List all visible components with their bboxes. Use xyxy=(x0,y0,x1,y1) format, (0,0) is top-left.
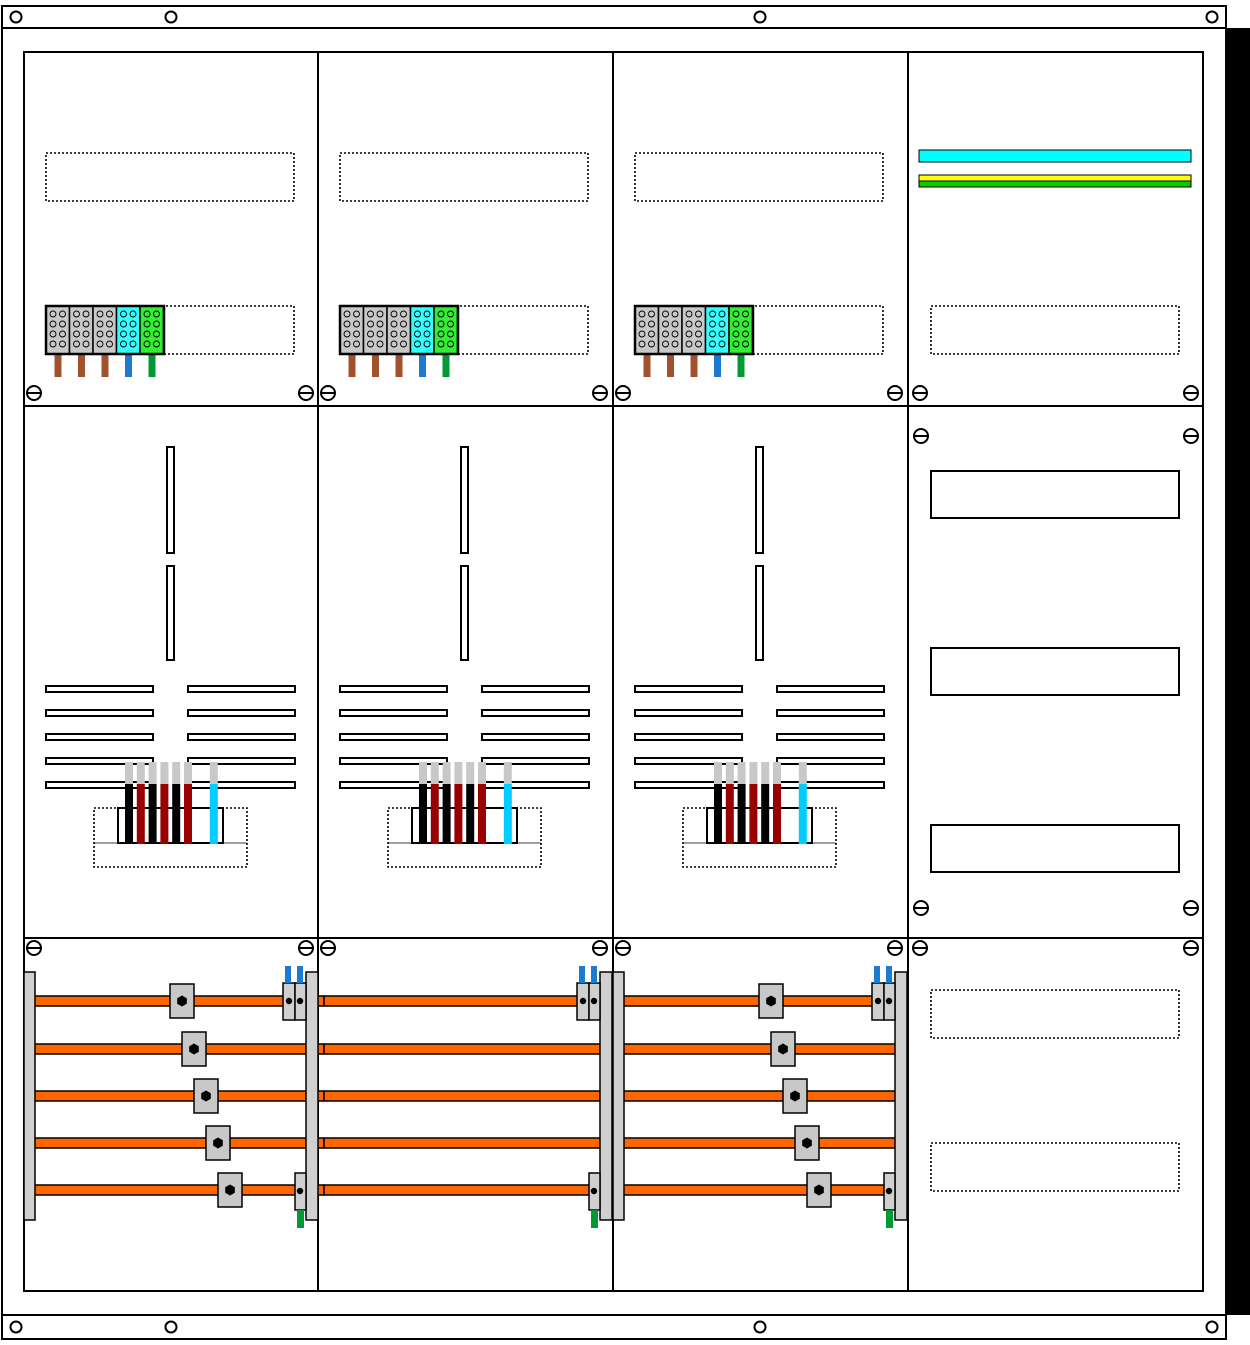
terminal-body xyxy=(364,306,388,354)
ventilation-slot xyxy=(777,734,884,740)
din-rail-opening xyxy=(931,825,1179,872)
wire-sleeve xyxy=(504,762,512,784)
busbar xyxy=(324,996,618,1006)
wire-cyan xyxy=(799,784,807,844)
cover-screw xyxy=(27,941,41,955)
ventilation-slot xyxy=(46,686,153,692)
cover-screw xyxy=(593,386,607,400)
earth-rail-green xyxy=(919,181,1191,187)
green-lead xyxy=(297,1210,304,1228)
wire-darkred xyxy=(726,784,734,844)
terminal-screw xyxy=(297,998,303,1004)
ventilation-slot xyxy=(340,710,447,716)
ventilation-slot xyxy=(188,710,295,716)
wire-sleeve xyxy=(749,762,757,784)
brown-lead xyxy=(102,354,109,377)
terminal-screw xyxy=(886,998,892,1004)
meter-terminal-block xyxy=(412,808,517,843)
terminal-body xyxy=(411,306,435,354)
blue-lead xyxy=(419,354,426,377)
brown-lead xyxy=(396,354,403,377)
wire-sleeve xyxy=(443,762,451,784)
wire-sleeve xyxy=(478,762,486,784)
wire-sleeve xyxy=(726,762,734,784)
cover-screw xyxy=(616,386,630,400)
cover-screw xyxy=(1184,901,1198,915)
neutral-rail xyxy=(919,150,1191,162)
meter-slot-lower xyxy=(461,566,468,660)
right-side-wall xyxy=(1226,28,1250,1315)
bottom-mounting-rail xyxy=(2,1315,1226,1339)
busbar xyxy=(324,1091,618,1101)
ventilation-slot xyxy=(340,734,447,740)
blue-lead xyxy=(714,354,721,377)
wire-sleeve xyxy=(431,762,439,784)
wire-sleeve xyxy=(799,762,807,784)
wire-black xyxy=(714,784,722,844)
terminal-body xyxy=(340,306,364,354)
cover-screw xyxy=(593,941,607,955)
wire-black xyxy=(761,784,769,844)
ventilation-slot xyxy=(188,686,295,692)
busbar xyxy=(30,1044,324,1054)
cover-screw xyxy=(321,386,335,400)
busbar-support-right xyxy=(600,972,612,1220)
cover-screw xyxy=(913,941,927,955)
ventilation-slot xyxy=(777,686,884,692)
cover-screw xyxy=(1184,941,1198,955)
panel-cover xyxy=(908,938,1203,1291)
green-lead xyxy=(738,354,745,377)
cover-screw xyxy=(888,941,902,955)
ventilation-slot xyxy=(635,710,742,716)
cover-screw xyxy=(299,386,313,400)
wire-cyan xyxy=(504,784,512,844)
wire-darkred xyxy=(184,784,192,844)
meter-slot-lower xyxy=(167,566,174,660)
terminal-screw xyxy=(591,1188,597,1194)
cover-screw xyxy=(914,429,928,443)
wire-darkred xyxy=(160,784,168,844)
ventilation-slot xyxy=(482,782,589,788)
brown-lead xyxy=(372,354,379,377)
wire-sleeve xyxy=(137,762,145,784)
panel-cover xyxy=(318,938,613,1291)
meter-slot-upper xyxy=(167,447,174,553)
green-lead xyxy=(591,1210,598,1228)
busbar xyxy=(619,1185,903,1195)
top-rail-hole xyxy=(1207,12,1218,23)
ventilation-slot xyxy=(635,686,742,692)
blue-lead xyxy=(125,354,132,377)
ventilation-slot xyxy=(777,710,884,716)
wire-sleeve xyxy=(149,762,157,784)
wire-sleeve xyxy=(454,762,462,784)
top-rail-hole xyxy=(755,12,766,23)
green-lead xyxy=(886,1210,893,1228)
meter-terminal-block xyxy=(118,808,223,843)
wire-sleeve xyxy=(172,762,180,784)
terminal-body xyxy=(387,306,411,354)
terminal-body xyxy=(93,306,117,354)
wire-sleeve xyxy=(160,762,168,784)
terminal-body xyxy=(70,306,94,354)
wire-darkred xyxy=(749,784,757,844)
terminal-body xyxy=(659,306,683,354)
wire-sleeve xyxy=(419,762,427,784)
ventilation-slot xyxy=(635,734,742,740)
brown-lead xyxy=(644,354,651,377)
brown-lead xyxy=(78,354,85,377)
wire-darkred xyxy=(454,784,462,844)
meter-slot-lower xyxy=(756,566,763,660)
cover-screw xyxy=(1184,386,1198,400)
panel-cover xyxy=(908,52,1203,406)
terminal-screw xyxy=(286,998,292,1004)
blue-lead xyxy=(579,966,585,983)
blue-lead xyxy=(285,966,291,983)
terminal-body xyxy=(434,306,458,354)
busbar xyxy=(619,1138,903,1148)
cover-screw xyxy=(913,386,927,400)
wire-sleeve xyxy=(761,762,769,784)
ventilation-slot xyxy=(482,734,589,740)
wire-sleeve xyxy=(738,762,746,784)
busbar xyxy=(30,1138,324,1148)
busbar-support-left xyxy=(24,972,35,1220)
ventilation-slot xyxy=(482,710,589,716)
terminal-screw xyxy=(875,998,881,1004)
brown-lead xyxy=(349,354,356,377)
ventilation-slot xyxy=(777,782,884,788)
wire-black xyxy=(149,784,157,844)
cover-screw xyxy=(1184,429,1198,443)
wire-sleeve xyxy=(184,762,192,784)
blue-lead xyxy=(297,966,303,983)
wire-sleeve xyxy=(714,762,722,784)
meter-slot-upper xyxy=(756,447,763,553)
top-rail-hole xyxy=(166,12,177,23)
ventilation-slot xyxy=(340,686,447,692)
busbar xyxy=(619,1044,903,1054)
wire-black xyxy=(466,784,474,844)
bottom-rail-hole xyxy=(11,1322,22,1333)
ventilation-slot xyxy=(188,758,295,764)
terminal-body xyxy=(729,306,753,354)
bottom-rail-hole xyxy=(1207,1322,1218,1333)
bottom-rail-hole xyxy=(166,1322,177,1333)
wire-darkred xyxy=(431,784,439,844)
ventilation-slot xyxy=(46,710,153,716)
busbar-support-right xyxy=(895,972,907,1220)
din-rail-opening xyxy=(931,471,1179,518)
cover-screw xyxy=(299,941,313,955)
bottom-rail-hole xyxy=(755,1322,766,1333)
distribution-middle-panel xyxy=(914,429,1198,915)
terminal-body xyxy=(117,306,141,354)
busbar xyxy=(324,1138,618,1148)
wire-sleeve xyxy=(773,762,781,784)
wire-darkred xyxy=(137,784,145,844)
terminal-body xyxy=(140,306,164,354)
terminal-screw xyxy=(886,1188,892,1194)
ventilation-slot xyxy=(482,686,589,692)
blue-lead xyxy=(874,966,880,983)
terminal-body xyxy=(635,306,659,354)
meter-slot-upper xyxy=(461,447,468,553)
busbar-support-left xyxy=(613,972,624,1220)
wire-sleeve xyxy=(466,762,474,784)
wire-darkred xyxy=(773,784,781,844)
cover-screw xyxy=(888,386,902,400)
terminal-body xyxy=(46,306,70,354)
brown-lead xyxy=(667,354,674,377)
meter-terminal-block xyxy=(707,808,812,843)
terminal-body xyxy=(682,306,706,354)
blue-lead xyxy=(886,966,892,983)
ventilation-slot xyxy=(777,758,884,764)
ventilation-slot xyxy=(482,758,589,764)
green-lead xyxy=(149,354,156,377)
wire-black xyxy=(419,784,427,844)
terminal-screw xyxy=(591,998,597,1004)
terminal-screw xyxy=(297,1188,303,1194)
busbar xyxy=(30,1185,324,1195)
wire-cyan xyxy=(210,784,218,844)
wire-darkred xyxy=(478,784,486,844)
blue-lead xyxy=(591,966,597,983)
wire-black xyxy=(738,784,746,844)
busbar xyxy=(324,1185,618,1195)
cover-screw xyxy=(616,941,630,955)
din-rail-opening xyxy=(931,648,1179,695)
ventilation-slot xyxy=(46,734,153,740)
cover-screw xyxy=(914,901,928,915)
terminal-screw xyxy=(580,998,586,1004)
busbar xyxy=(619,1091,903,1101)
wire-sleeve xyxy=(125,762,133,784)
top-mounting-rail xyxy=(2,6,1226,28)
busbar xyxy=(30,1091,324,1101)
cover-screw xyxy=(27,386,41,400)
top-rail-hole xyxy=(11,12,22,23)
busbar xyxy=(324,1044,618,1054)
wire-black xyxy=(443,784,451,844)
cover-screw xyxy=(321,941,335,955)
wire-black xyxy=(125,784,133,844)
earth-rail-yellow xyxy=(919,175,1191,181)
ventilation-slot xyxy=(188,782,295,788)
terminal-body xyxy=(706,306,730,354)
ventilation-slot xyxy=(188,734,295,740)
busbar-support-right xyxy=(306,972,318,1220)
brown-lead xyxy=(691,354,698,377)
wire-black xyxy=(172,784,180,844)
wire-sleeve xyxy=(210,762,218,784)
brown-lead xyxy=(55,354,62,377)
green-lead xyxy=(443,354,450,377)
